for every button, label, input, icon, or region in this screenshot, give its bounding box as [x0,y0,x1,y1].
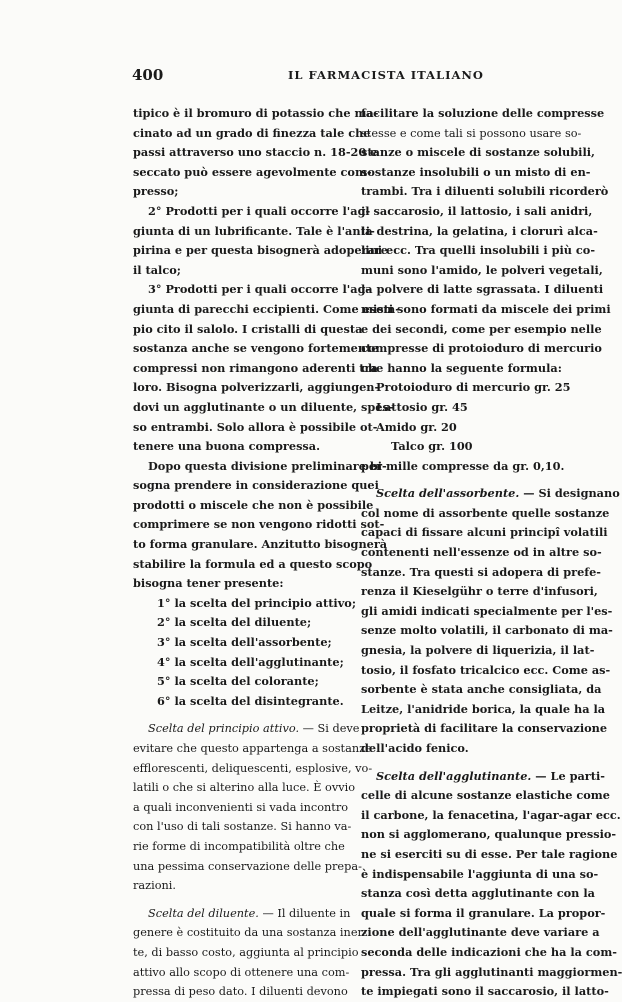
text-line: che hanno la seguente formula: [361,360,562,375]
section-heading: Scelta del diluente. [148,906,259,920]
text-line: so entrambi. Solo allora è possibile ot- [133,419,378,434]
text-line: efflorescenti, deliquescenti, esplosive, vo- [133,761,373,775]
text-line-body: — Il diluente in [258,906,351,920]
text-line: ne si eserciti su di esse. Per tale ragione [361,846,618,861]
text-line: compresse di protoioduro di mercurio [361,341,602,356]
text-line: 4° la scelta dell'agglutinante; [157,654,344,669]
section-heading: Scelta del principio attivo. [148,722,300,736]
text-line: sogna prendere in considerazione quei [133,478,379,493]
text-line: dell'acido fenico. [361,741,469,755]
text-line: stanze o miscele di sostanze solubili, [361,145,595,160]
text-line: presso; [133,184,179,199]
text-line: gli amidi indicati specialmente per l'es- [361,603,613,618]
text-line: te, di basso costo, aggiunta al principio [133,945,359,959]
text-line: la destrina, la gelatina, i clorurì alca- [361,223,598,238]
text-line: comprimere se non vengono ridotti sot- [133,517,385,532]
section-heading: Scelta dell'assorbente. [376,486,520,501]
text-line: Talco gr. 100 [391,439,473,454]
text-line: il saccarosio, il lattosio, i sali anidri, [361,203,593,218]
text-line-body: — Si deve [299,722,360,736]
text-line: pressa. Tra gli agglutinanti maggiormen- [361,964,622,979]
text-line: sorbente è stata anche consigliata, da [361,682,602,697]
text-line: stabilire la formula ed a questo scopo [133,556,373,571]
text-line: renza il Kieselgühr o terre d'infusori, [361,584,598,599]
text-line: misti sono formati da miscele dei primi [361,301,611,316]
text-line: è indispensabile l'aggiunta di una so- [361,866,599,881]
text-line: to forma granulare. Anzitutto bisognerà [133,537,388,552]
paragraph-gap [361,759,588,767]
text-line: quale si forma il granulare. La propor- [361,905,606,920]
page-number: 400 [132,66,164,84]
text-line: facilitare la soluzione delle compresse [361,106,605,120]
text-line: celle di alcune sostanze elastiche come [361,788,610,803]
text-line: sostanze insolubili o un misto di en- [361,164,591,179]
text-line: pio cito il salolo. I cristalli di questa [133,321,363,336]
text-line: rie forme di incompatibilità oltre che [133,839,345,853]
text-line: zione dell'agglutinante deve variare a [361,925,600,940]
text-line: dovi un agglutinante o un diluente, spes- [133,399,394,414]
text-line [361,484,620,504]
text-line: giunta di un lubrificante. Tale è l'anti- [133,223,375,238]
text-line [133,719,360,739]
text-line: Amido gr. 20 [376,419,457,434]
text-line: 3° la scelta dell'assorbente; [157,635,332,650]
text-line: e dei secondi, come per esempio nelle [361,321,602,336]
page-header [0,66,613,86]
text-line: 5° la scelta del colorante; [157,674,319,689]
text-line: con l'uso di tali sostanze. Si hanno va- [133,820,352,834]
text-line: bisogna tener presente: [133,576,284,591]
paragraph-gap [361,476,588,484]
text-line: non si agglomerano, qualunque pressio- [361,827,617,842]
text-line: per mille compresse da gr. 0,10. [361,458,565,473]
text-line: Lattosio gr. 45 [376,399,468,414]
text-line: tosio, il fosfato tricalcico ecc. Come as- [361,662,611,677]
text-line: stesse e come tali si possono usare so- [361,126,582,140]
text-line: giunta di parecchi eccipienti. Come esem- [133,301,400,316]
text-line: 6° la scelta del disintegrante. [157,693,344,708]
text-line: trambi. Tra i diluenti solubili ricorderò [361,184,609,199]
text-line: col nome di assorbente quelle sostanze [361,505,610,520]
text-line: lini ecc. Tra quelli insolubili i più co- [361,243,596,258]
text-line: seconda delle indicazioni che ha la com- [361,944,617,959]
text-line: passi attraverso uno staccio n. 18-20 e [133,145,378,160]
text-line: 1° la scelta del principio attivo; [157,595,356,610]
text-line: sostanza anche se vengono fortemente [133,341,379,356]
text-line: stanza così detta agglutinante con la [361,886,595,901]
text-line: latili o che si alterino alla luce. È ovvio [133,781,356,795]
text-line: Protoioduro di mercurio gr. 25 [376,380,571,395]
text-line [133,904,360,924]
text-line: Leitze, l'anidride borica, la quale ha la [361,701,606,716]
text-line: Dopo questa divisione preliminare bi- [148,458,387,473]
text-line: seccato può essere agevolmente com- [133,164,372,179]
text-line: stanze. Tra questi si adopera di prefe- [361,564,601,579]
text-line: contenenti nell'essenze od in altre so- [361,545,602,560]
text-line: genere è costituito da una sostanza iner- [133,926,367,940]
section-heading: Scelta dell'agglutinante. [376,768,532,783]
text-line: una pessima conservazione delle prepa- [133,859,362,873]
running-title: IL FARMACISTA ITALIANO [288,68,484,82]
text-line: prodotti o miscele che non è possibile [133,497,374,512]
text-line: 2° la scelta del diluente; [157,615,312,630]
text-line: capaci di fissare alcuni principî volatili [361,525,608,540]
text-line: attivo allo scopo di ottenere una com- [133,965,350,979]
right-column [361,104,622,1002]
left-column [133,104,400,1002]
text-line: muni sono l'amido, le polveri vegetali, [361,262,603,277]
text-line: il carbone, la fenacetina, l'agar-agar ecc. [361,807,621,822]
text-line: razioni. [133,879,176,893]
text-line: la polvere di latte sgrassata. I diluenti [361,282,604,297]
paragraph-gap [133,711,360,719]
text-line: tipico è il bromuro di potassio che ma- [133,106,379,120]
text-line: gnesia, la polvere di liquerizia, il lat- [361,643,595,658]
text-line: il talco; [133,262,181,277]
paragraph-gap [133,896,360,904]
text-line: 3° Prodotti per i quali occorre l'ag- [148,282,371,297]
text-line: pressa di peso dato. I diluenti devono [133,985,348,999]
text-line-body: — Le parti- [531,768,605,783]
text-line: proprietà di facilitare la conservazione [361,721,608,736]
text-line-body: — Si designano [519,486,620,501]
text-line: tenere una buona compressa. [133,439,321,454]
text-line: te impiegati sono il saccarosio, il latto- [361,984,609,999]
text-line: pirina e per questa bisognerà adoperare [133,243,388,258]
text-line: cinato ad un grado di finezza tale che [133,125,371,140]
text-line [361,767,605,787]
text-line: compressi non rimangono aderenti tra [133,360,378,375]
text-line: senze molto volatili, il carbonato di ma- [361,623,613,638]
text-line: evitare che questo appartenga a sostanze [133,742,372,755]
text-line: loro. Bisogna polverizzarli, aggiungen- [133,380,380,395]
text-line: a quali inconvenienti si vada incontro [133,800,349,814]
text-line: 2° Prodotti per i quali occorre l'ag- [148,203,371,218]
